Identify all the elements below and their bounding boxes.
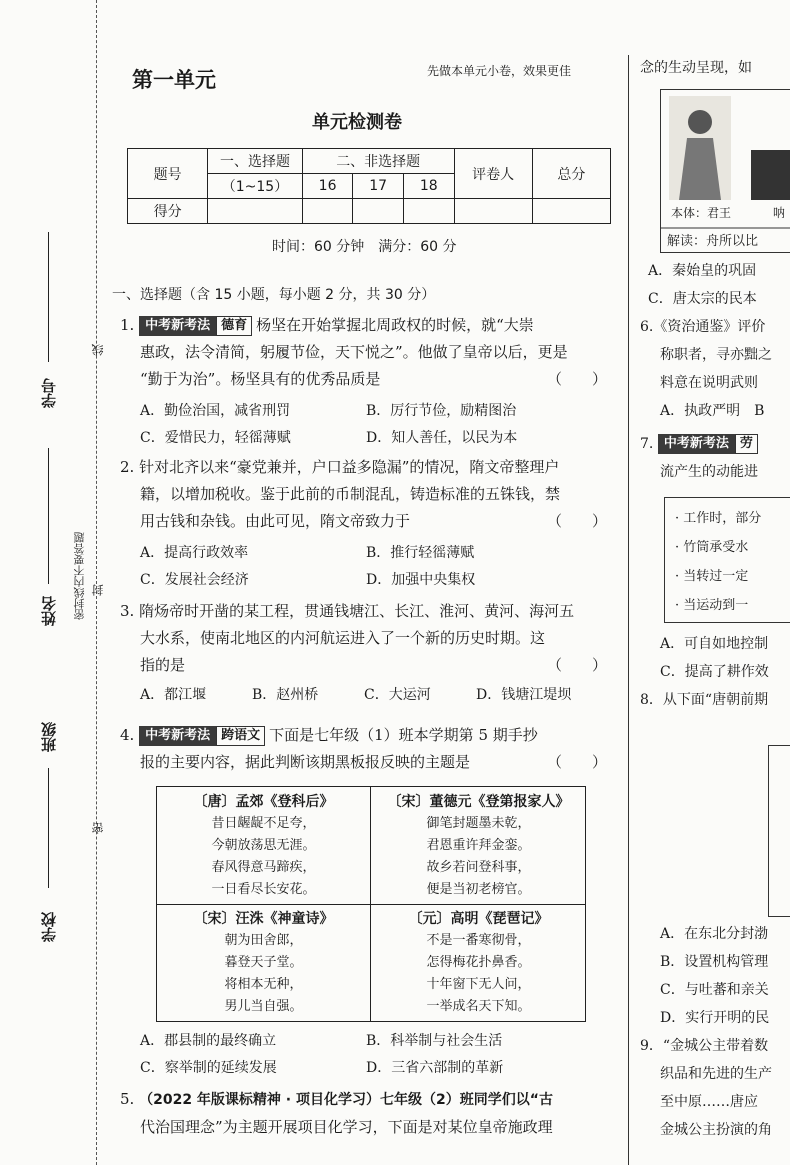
score-row-label: 得分 [128, 199, 208, 224]
question-6: 6.《资治通鉴》评价 [640, 319, 766, 335]
q4-options [140, 1028, 503, 1082]
q2-option-c[interactable]: C．发展社会经济 [140, 572, 249, 588]
score-h-q16: 16 [302, 174, 353, 199]
answer-paren-3[interactable]: （ ） [546, 656, 607, 674]
question-7: 7. 中考新考法 劳 [640, 431, 762, 458]
column-divider [628, 55, 629, 1165]
mark-mi: 密 [91, 822, 105, 834]
q3-option-b[interactable]: B．赵州桥 [252, 687, 319, 703]
mark-xian: 线 [91, 344, 105, 356]
poem-board [112, 786, 622, 1026]
label-class: 班级 [40, 722, 58, 752]
answer-paren-1[interactable]: （ ） [546, 370, 607, 388]
tang-map-figure [768, 745, 790, 917]
q1-option-d[interactable]: D．知人善任，以民为本 [366, 430, 518, 446]
question-4: 4. 中考新考法 跨语文 下面是七年级（1）班本学期第 5 期手抄 报的主要内容，据此判断该期黑板报反映的主题是 （ ） [112, 722, 617, 776]
q4-option-b[interactable]: B．科举制与社会生活 [366, 1033, 503, 1049]
q3-options [140, 682, 571, 709]
seal-warning: 密封线内不要答题 [73, 532, 86, 620]
score-table [127, 148, 611, 224]
emperor-figure: 本体：君王 呐 解读：舟所以比 [660, 89, 790, 253]
score-cell-grader[interactable] [454, 199, 532, 224]
question-8: 8．从下面“唐朝前期 [640, 692, 769, 708]
poem-wang-zhu: 〔宋〕汪洙《神童诗》 朝为田舍郎， 暮登天子堂。 将相本无种， 男儿当自强。 [193, 911, 334, 1014]
question-1: 1. 中考新考法 德育 杨坚在开始掌握北周政权的时候，就“大崇 惠政，法令清简，躬履节俭，天下悦之”。他做了皇帝以后，更是 “勤于为治”。杨坚具有的优秀品质是 （ ） [112, 312, 617, 393]
q2-options [140, 540, 475, 594]
score-h-num: 题号 [128, 149, 208, 199]
question-3: 3. 隋炀帝时开凿的某工程，贯通钱塘江、长江、淮河、黄河、海河五 大水系，使南北地区的内河航运进入了一个新的历史时期。这 指的是 （ ） [112, 598, 617, 679]
q3-option-d[interactable]: D．钱塘江堤坝 [476, 687, 572, 703]
question-2: 2. 针对北齐以来“豪党兼并，户口益多隐漏”的情况，隋文帝整理户 籍，以增加税收。鉴于此前的币制混乱，铸造标准的五铢钱，禁 用古钱和杂钱。由此可见，隋文帝致力于 （ ） [112, 454, 617, 535]
label-name: 姓名 [40, 596, 58, 626]
emperor-portrait-icon [661, 90, 790, 250]
score-h-q17: 17 [353, 174, 404, 199]
unit-title: 第一单元 [132, 68, 216, 92]
label-school: 学校 [40, 912, 58, 942]
q2-option-d[interactable]: D．加强中央集权 [366, 572, 476, 588]
q1-options [140, 398, 517, 452]
q1-option-a[interactable]: A．勤俭治国，减省刑罚 [140, 403, 291, 419]
q2-option-a[interactable]: A．提高行政效率 [140, 545, 249, 561]
score-cell-17[interactable] [353, 199, 404, 224]
score-h-total: 总分 [532, 149, 610, 199]
score-h-grader: 评卷人 [454, 149, 532, 199]
mark-feng: 封 [91, 584, 105, 596]
image-caption: 本体：君王 [671, 206, 732, 220]
score-h-q18: 18 [403, 174, 454, 199]
label-student-number: 学号 [40, 378, 58, 408]
q2-option-b[interactable]: B．推行轻徭薄赋 [366, 545, 475, 561]
q4-option-d[interactable]: D．三省六部制的革新 [366, 1060, 504, 1076]
answer-paren-4[interactable]: （ ） [546, 753, 607, 771]
score-cell-choice[interactable] [208, 199, 303, 224]
waterwheel-box: · 工作时，部分 · 竹筒承受水 · 当转过一定 · 当运动到一 [664, 497, 790, 623]
score-cell-16[interactable] [302, 199, 353, 224]
tag-new-method: 中考新考法 [139, 316, 216, 336]
tag-moral: 德育 [216, 316, 252, 336]
right-column-cropped: 念的生动呈现，如 本体：君王 呐 解读：舟所以比 A．秦始皇的巩固 C．唐太宗的民本 6.《资治通鉴》评价 称职者，寻亦黜之 料意在说明武则 A．执政严明 B 7. 中考新考法 劳 流产生的动能进 · 工作时，部分 · 竹筒承受水 · 当转过一定 · 当运动到一 A．可自如地控制 C．提高了耕作效 8．从下面“唐朝前期 A．在东北分封渤 B．设置机构管理 C．与吐蕃和亲关 D．实行开明的民 9．“金城公主带着数 织品和先进的生产 至中原……唐应 金城公主扮演的角 [640, 55, 790, 1165]
tag-new-method: 中考新考法 [139, 726, 216, 746]
answer-paren-2[interactable]: （ ） [546, 512, 607, 530]
class-blank [48, 768, 49, 888]
seal-dashed-line [96, 0, 97, 1165]
poem-gao-ming: 〔元〕高明《琵琶记》 不是一番寒彻骨， 怎得梅花扑鼻香。 十年窗下无人问， 一举成名天下知。 [408, 911, 549, 1014]
header-tip: 先做本单元小卷，效果更佳 [427, 64, 572, 78]
poem-meng-jiao: 〔唐〕孟郊《登科后》 昔日龌龊不足夸， 今朝放荡思无涯。 春风得意马蹄疾， 一日看尽长安花。 [193, 794, 334, 897]
score-h-nonchoice: 二、非选择题 [302, 149, 454, 174]
image-interpretation: 解读：舟所以比 [667, 234, 759, 249]
section-heading: 一、选择题（含 15 小题，每小题 2 分，共 30 分） [112, 287, 436, 303]
question-9: 9．“金城公主带着数 [640, 1038, 769, 1054]
tag-cross-chinese: 跨语文 [216, 726, 265, 746]
poem-grid [156, 786, 586, 1022]
q4-option-a[interactable]: A．郡县制的最终确立 [140, 1033, 277, 1049]
student-number-blank [48, 232, 49, 362]
paper-title: 单元检测卷 [312, 112, 402, 133]
time-and-marks: 时间：60 分钟 满分：60 分 [272, 239, 457, 255]
q4-option-c[interactable]: C．察举制的延续发展 [140, 1060, 277, 1076]
q1-option-b[interactable]: B．厉行节俭，励精图治 [366, 403, 517, 419]
q3-option-a[interactable]: A．都江堰 [140, 687, 207, 703]
score-cell-18[interactable] [403, 199, 454, 224]
binding-strip [0, 0, 105, 1165]
score-h-choice: 一、选择题 [208, 149, 303, 174]
score-cell-total[interactable] [532, 199, 610, 224]
q1-option-c[interactable]: C．爱惜民力，轻徭薄赋 [140, 430, 291, 446]
score-h-choice-range: （1~15） [208, 174, 303, 199]
name-blank [48, 448, 49, 584]
poem-dong-deyuan: 〔宋〕董德元《登第报家人》 御笔封题墨未乾， 君恩重许拜金銮。 故乡若问登科事， 便是当初老榜官。 [387, 794, 570, 897]
question-5: 5. （2022 年版课标精神 · 项目化学习）七年级（2）班同学们以“古 代治国理念”为主题开展项目化学习，下面是对某位皇帝施政理 [120, 1090, 553, 1136]
q3-option-c[interactable]: C．大运河 [364, 687, 431, 703]
